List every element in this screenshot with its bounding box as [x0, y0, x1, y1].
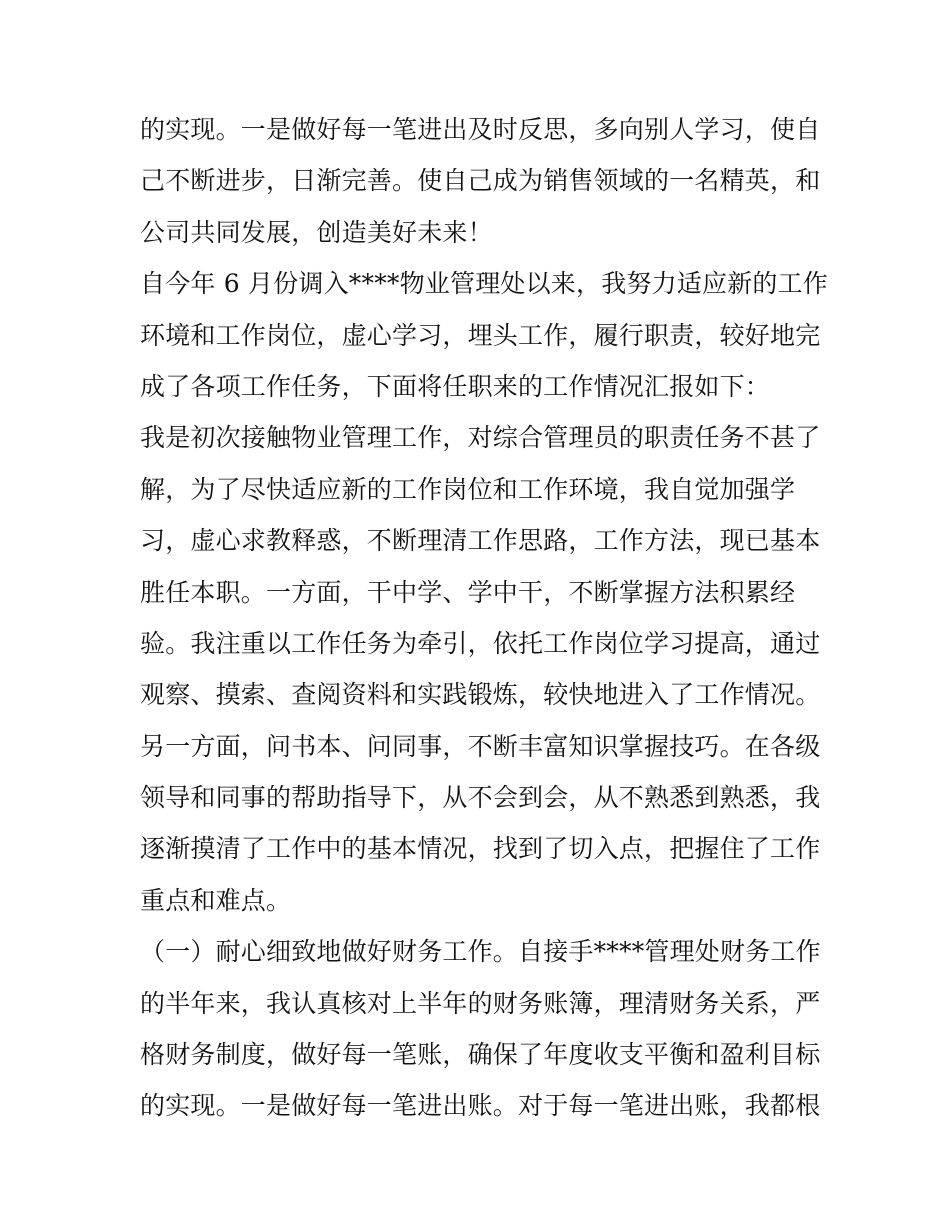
text-line: 胜任本职。一方面，干中学、学中干，不断掌握方法积累经 — [140, 577, 796, 607]
text-line: 另一方面，问书本、问同事，不断丰富知识掌握技巧。在各级 — [140, 731, 821, 761]
text-line: 逐渐摸清了工作中的基本情况，找到了切入点，把握住了工作 — [140, 834, 821, 864]
text-line: 的实现。一是做好每一笔进出及时反思，多向别人学习，使自 — [140, 115, 821, 144]
text-line: 公司共同发展，创造美好未来！ — [140, 217, 493, 247]
text-line: 的实现。一是做好每一笔进出账。对于每一笔进出账，我都根 — [140, 1091, 821, 1121]
text-line: 我是初次接触物业管理工作，对综合管理员的职责任务不甚了 — [140, 423, 821, 453]
text-line: 格财务制度，做好每一笔账，确保了年度收支平衡和盈利目标 — [140, 1040, 821, 1070]
text-line: 成了各项工作任务，下面将任职来的工作情况汇报如下： — [140, 371, 771, 401]
text-line: 验。我注重以工作任务为牵引，依托工作岗位学习提高，通过 — [140, 628, 821, 658]
text-line: 己不断进步，日渐完善。使自己成为销售领域的一名精英，和 — [140, 166, 821, 196]
document-body — [140, 104, 829, 1132]
text-line: 习，虚心求教释惑，不断理清工作思路，工作方法，现已基本 — [140, 526, 821, 556]
text-line: 环境和工作岗位，虚心学习，埋头工作，履行职责，较好地完 — [140, 320, 821, 350]
text-line: 的半年来，我认真核对上半年的财务账簿，理清财务关系，严 — [140, 988, 821, 1018]
text-line: 重点和难点。 — [140, 885, 292, 915]
text-line: 观察、摸索、查阅资料和实践锻炼，较快地进入了工作情况。 — [140, 680, 821, 710]
text-line: 领导和同事的帮助指导下，从不会到会，从不熟悉到熟悉，我 — [140, 783, 821, 813]
text-line: （一）耐心细致地做好财务工作。自接手****管理处财务工作 — [140, 937, 821, 967]
text-line: 自今年 6 月份调入****物业管理处以来，我努力适应新的工作 — [140, 269, 829, 299]
text-line: 解，为了尽快适应新的工作岗位和工作环境，我自觉加强学 — [140, 474, 796, 504]
